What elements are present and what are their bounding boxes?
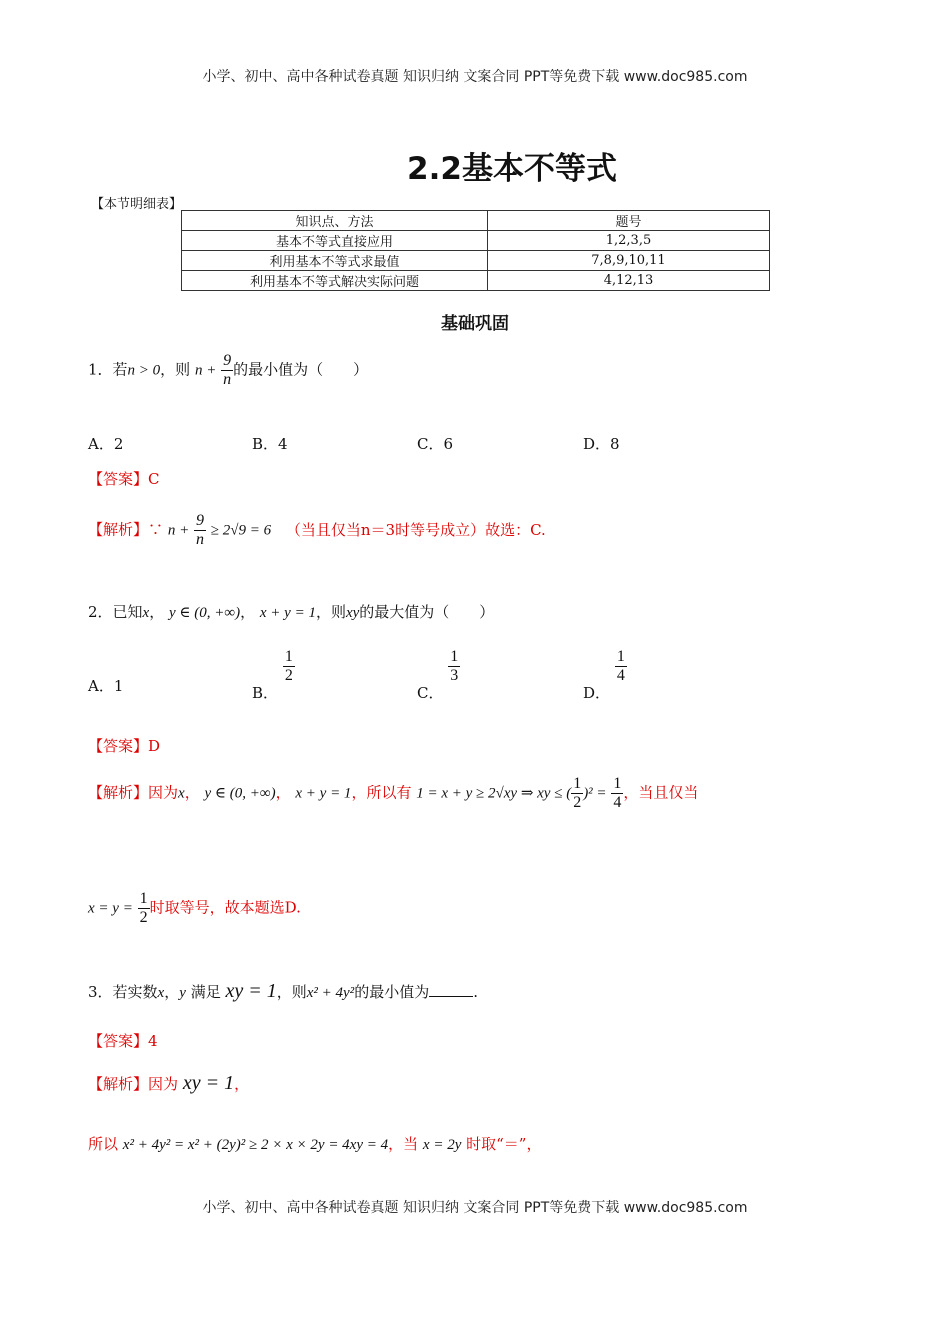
- frac-denominator: n: [195, 531, 204, 548]
- page-title: 2.2基本不等式: [407, 151, 617, 187]
- q3-prefix: 3．若实数: [88, 983, 158, 1001]
- q2-eq-suffix: 时取等号，故本题选D.: [149, 898, 301, 917]
- so-text: 所以: [88, 1135, 119, 1153]
- q3-satisfies: 满足: [190, 983, 221, 1001]
- analysis-tag: 【解析】: [88, 520, 149, 539]
- frac-numerator: 1: [139, 890, 148, 907]
- q2-eq-prefix: x = y =: [88, 900, 133, 917]
- q1-option-d: D．8: [583, 435, 620, 453]
- page-footer: 小学、初中、高中各种试卷真题 知识归纳 文案合同 PPT等免费下载 www.doc985.com: [202, 1200, 748, 1216]
- table-row: [182, 231, 770, 251]
- frac-numerator: 1: [573, 775, 582, 792]
- q1-condition: n > 0: [127, 362, 161, 379]
- q2-then: ，则: [315, 603, 346, 621]
- frac-numerator: 1: [613, 775, 622, 792]
- q2-y-range: y ∈ (0, +∞): [169, 605, 241, 621]
- table-cell: 利用基本不等式求最值: [182, 251, 488, 271]
- frac-numerator: 1: [616, 648, 625, 665]
- q2-analysis-y-range: y ∈ (0, +∞): [204, 785, 276, 802]
- table-header-cell: 题号: [488, 211, 770, 231]
- table-cell: 基本不等式直接应用: [182, 231, 488, 251]
- q2-chain-fraction: [571, 775, 583, 812]
- q3-y: y: [179, 985, 186, 1001]
- summary-table: [181, 210, 770, 291]
- comma: ，: [275, 783, 291, 802]
- because-symbol: ∵: [148, 520, 164, 539]
- question-3: [88, 980, 478, 1003]
- q2-option-a: A．1: [88, 677, 124, 695]
- q2-option-b: [252, 648, 295, 702]
- q2-comma-2: ，: [240, 603, 256, 621]
- q2-c-fraction: [448, 648, 460, 685]
- q3-analysis-cond: xy = 1: [182, 1072, 235, 1094]
- frac-denominator: 2: [284, 667, 293, 684]
- answer-value: C: [148, 470, 160, 488]
- frac-denominator: 3: [450, 667, 459, 684]
- q1-prefix: 1．若: [88, 360, 128, 379]
- q2-d-fraction: [615, 648, 627, 685]
- answer-value: 4: [148, 1032, 158, 1050]
- q1-mid: ，则: [160, 360, 191, 379]
- q3-condition: xy = 1: [225, 980, 277, 1002]
- q3-analysis: [88, 1072, 249, 1095]
- q2-eq-fraction: [138, 890, 150, 927]
- q2-prefix: 2．已知: [88, 603, 143, 621]
- q2-option-d: [583, 648, 627, 702]
- frac-numerator: 1: [450, 648, 459, 665]
- option-label: D．: [583, 683, 611, 702]
- because-text: 因为: [148, 783, 179, 802]
- analysis-tag: 【解析】: [88, 1075, 149, 1093]
- q2-chain-result: [611, 775, 623, 812]
- q2-b-fraction: [283, 648, 295, 685]
- q1-frac-denominator: n: [223, 371, 232, 388]
- table-row: [182, 251, 770, 271]
- so-text: ，所以有: [351, 783, 412, 802]
- because-text: 因为: [148, 1075, 179, 1093]
- q2-analysis: [88, 775, 698, 812]
- frac-numerator: 9: [195, 512, 204, 529]
- frac-numerator: 1: [284, 648, 293, 665]
- take-text: 时取“＝”，: [466, 1135, 542, 1153]
- q3-then: ，则: [276, 983, 307, 1001]
- question-2: [88, 601, 494, 622]
- option-label: C．: [417, 683, 444, 702]
- answer-value: D: [148, 737, 161, 755]
- question-1: [88, 352, 368, 389]
- q3-x: x: [157, 985, 165, 1001]
- q2-x: x: [142, 605, 150, 621]
- table-cell: 4,12,13: [488, 271, 770, 291]
- q2-tail: ，当且仅当: [623, 783, 699, 802]
- answer-tag: 【答案】: [88, 1032, 149, 1050]
- frac-denominator: 4: [616, 667, 625, 684]
- answer-blank: [429, 984, 473, 997]
- table-cell: 利用基本不等式解决实际问题: [182, 271, 488, 291]
- page-header: 小学、初中、高中各种试卷真题 知识归纳 文案合同 PPT等免费下载 www.doc985.com: [202, 69, 748, 85]
- when-text: ，当: [388, 1135, 419, 1153]
- q1-answer: [88, 468, 160, 489]
- answer-tag: 【答案】: [88, 470, 149, 488]
- q1-frac-numerator: 9: [223, 352, 232, 369]
- q2-chain-b: )² =: [583, 785, 607, 802]
- answer-tag: 【答案】: [88, 737, 149, 755]
- comma: ，: [184, 783, 200, 802]
- table-header-row: [182, 211, 770, 231]
- frac-denominator: 2: [139, 909, 148, 926]
- q1-fraction: [221, 352, 233, 389]
- q2-option-c: [417, 648, 460, 702]
- comma: ，: [164, 983, 180, 1001]
- q2-comma: ，: [149, 603, 165, 621]
- q1-analysis: [88, 512, 546, 549]
- frac-denominator: 4: [613, 794, 622, 811]
- q3-expr: x² + 4y²: [306, 985, 355, 1001]
- q3-end: .: [473, 983, 478, 1001]
- q2-analysis-sum: x + y = 1: [295, 785, 352, 802]
- section-label: 【本节明细表】: [91, 197, 183, 212]
- q2-analysis-x: x: [178, 785, 185, 802]
- q1-analysis-expr-a: n +: [167, 522, 190, 539]
- q1-analysis-fraction: [194, 512, 206, 549]
- table-row: [182, 271, 770, 291]
- comma: ，: [234, 1075, 250, 1093]
- q3-answer: [88, 1030, 158, 1051]
- q3-analysis-continued: [88, 1133, 541, 1154]
- table-cell: 1,2,3,5: [488, 231, 770, 251]
- table-cell: 7,8,9,10,11: [488, 251, 770, 271]
- q2-suffix: 的最大值为（ ）: [359, 603, 495, 621]
- frac-denominator: 2: [573, 794, 582, 811]
- q2-chain-a: 1 = x + y ≥ 2√xy ⇒ xy ≤ (: [416, 785, 572, 802]
- q1-option-b: B．4: [252, 435, 288, 453]
- analysis-tag: 【解析】: [88, 783, 149, 802]
- q1-suffix: 的最小值为（ ）: [233, 360, 369, 379]
- q2-answer: [88, 735, 160, 756]
- q2-sum: x + y = 1: [259, 605, 316, 621]
- q1-analysis-text: （当且仅当n＝3时等号成立）故选：C.: [285, 520, 546, 539]
- q2-xy: xy: [345, 605, 360, 621]
- section-heading: 基础巩固: [441, 314, 509, 334]
- q3-suffix: 的最小值为: [354, 983, 430, 1001]
- q3-chain: x² + 4y² = x² + (2y)² ≥ 2 × x × 2y = 4xy = 4: [122, 1137, 389, 1153]
- q2-analysis-continued: [88, 890, 301, 927]
- q1-expression: n +: [194, 362, 217, 379]
- table-header-cell: 知识点、方法: [182, 211, 488, 231]
- q1-option-c: C．6: [417, 435, 454, 453]
- q1-analysis-inequality: ≥ 2√9 = 6: [210, 522, 272, 539]
- q3-when-expr: x = 2y: [422, 1137, 462, 1153]
- q1-option-a: A．2: [88, 435, 124, 453]
- option-label: B．: [252, 683, 279, 702]
